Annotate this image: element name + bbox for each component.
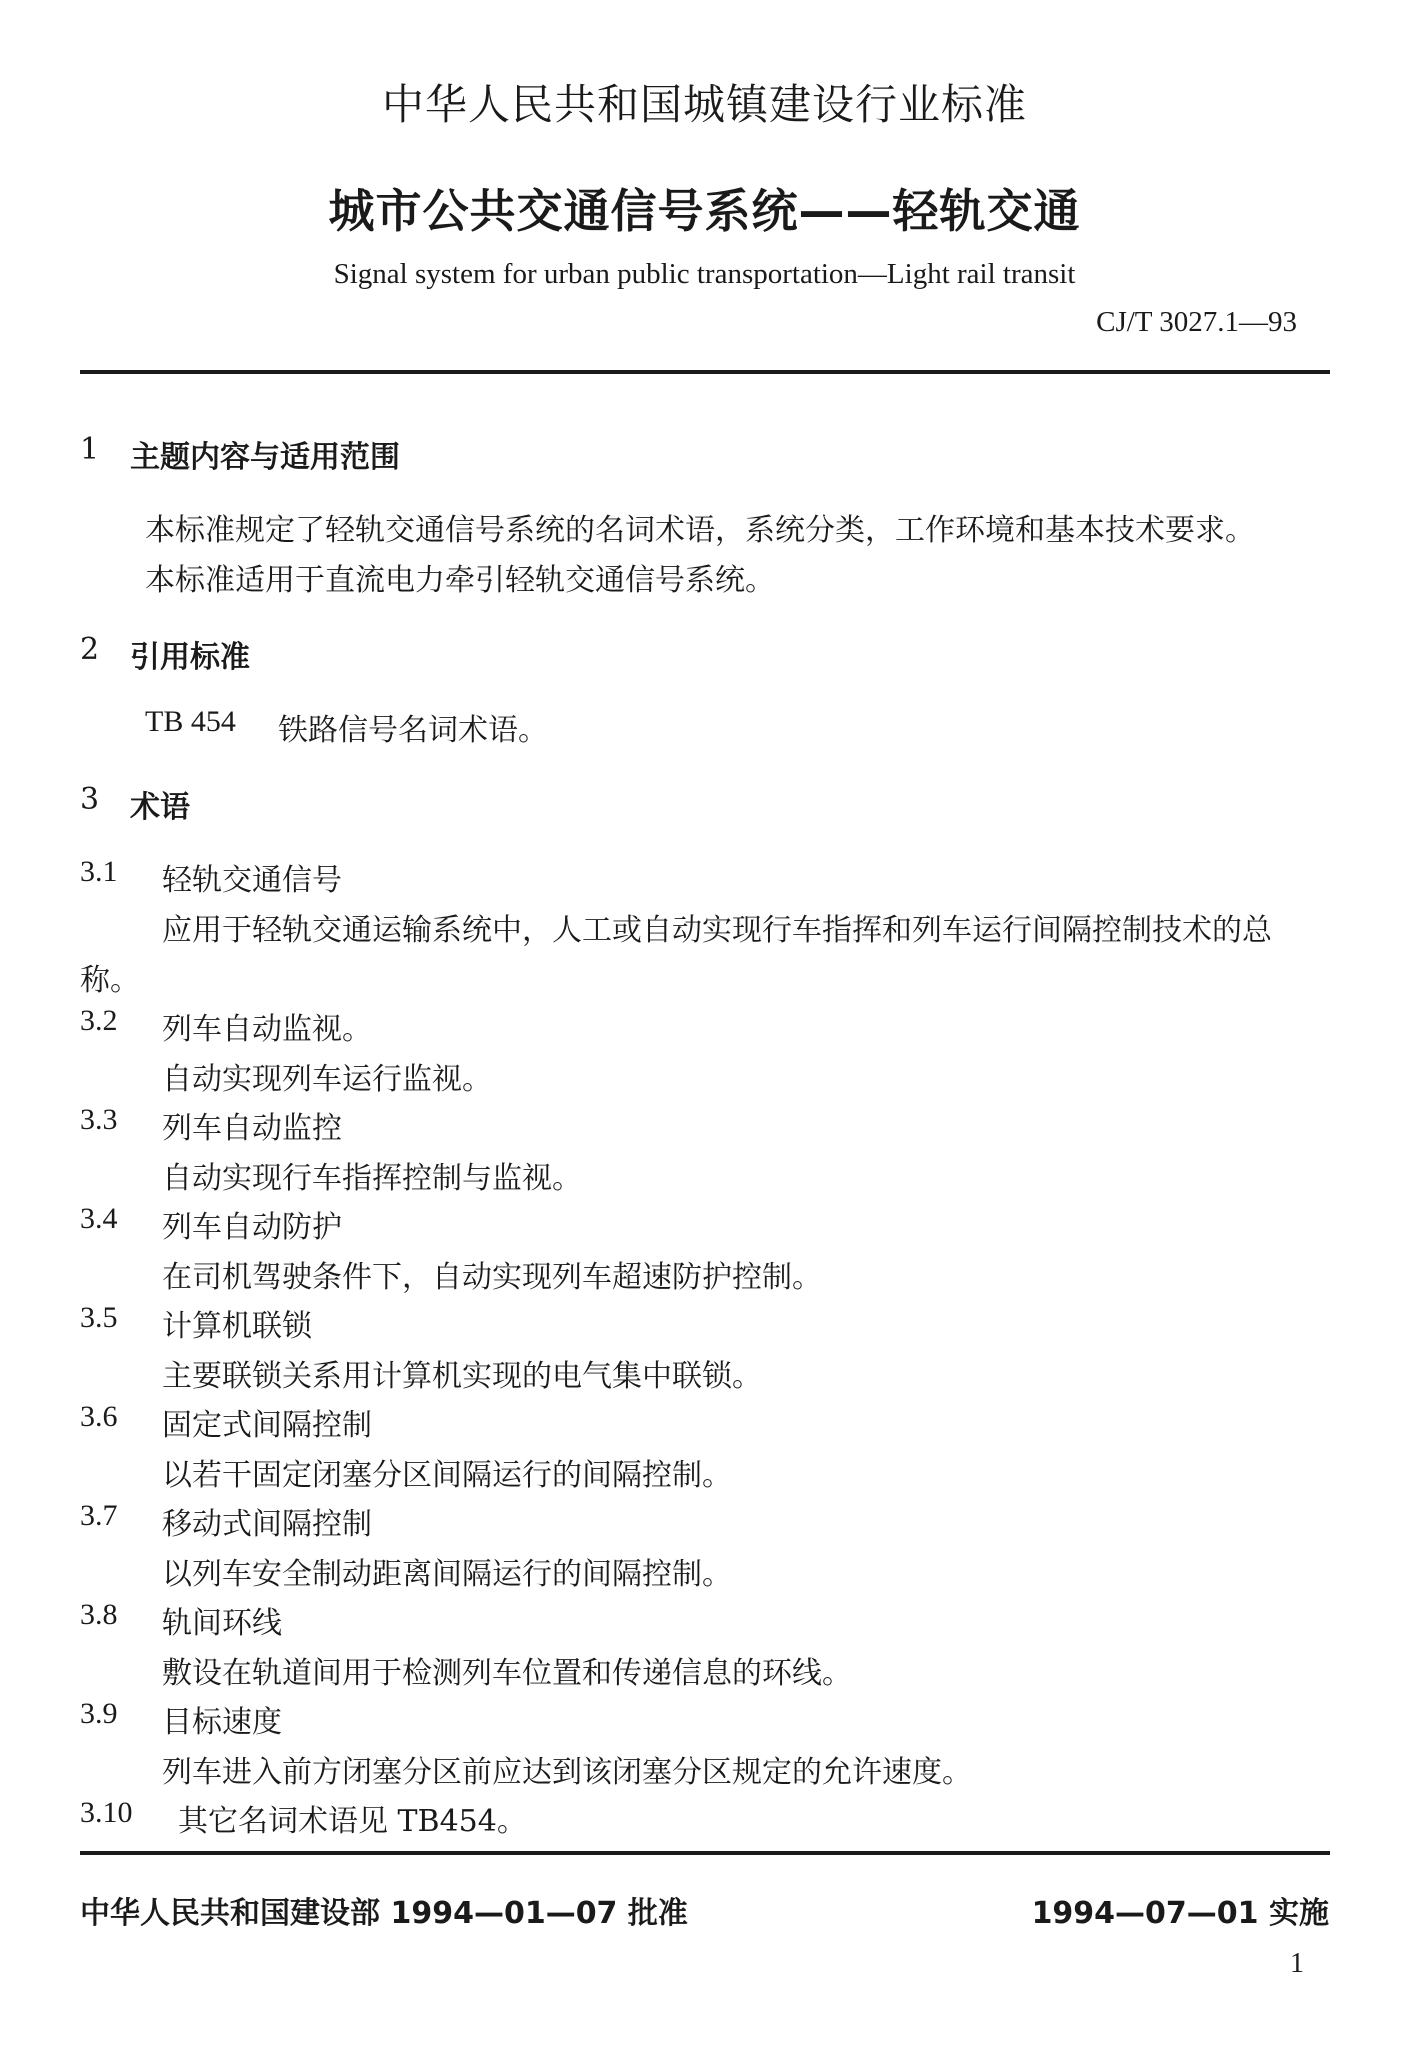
term-name: 列车自动监视。 [162, 1012, 372, 1047]
header-divider [80, 370, 1330, 374]
standard-code: CJ/T 3027.1—93 [1096, 306, 1297, 338]
term-definition: 以列车安全制动距离间隔运行的间隔控制。 [162, 1557, 732, 1592]
reference-text: 铁路信号名词术语。 [278, 713, 548, 748]
term-name: 固定式间隔控制 [162, 1408, 372, 1443]
section-3-number: 3 [80, 782, 100, 817]
approval-note: 中华人民共和国建设部 1994—01—07 批准 [80, 1896, 688, 1931]
term-definition: 应用于轻轨交通运输系统中，人工或自动实现行车指挥和列车运行间隔控制技术的总 [162, 913, 1272, 948]
implementation-note: 1994—07—01 实施 [1031, 1896, 1329, 1931]
term-number: 3.3 [80, 1103, 118, 1136]
term-definition-continued: 称。 [80, 963, 140, 998]
page-number: 1 [1290, 1948, 1304, 1979]
term-number: 3.4 [80, 1202, 118, 1235]
term-name: 列车自动监控 [162, 1111, 342, 1146]
section-1-paragraph-2: 本标准适用于直流电力牵引轻轨交通信号系统。 [145, 563, 775, 598]
term-number: 3.8 [80, 1598, 118, 1631]
term-definition: 主要联锁关系用计算机实现的电气集中联锁。 [162, 1359, 762, 1394]
term-number: 3.7 [80, 1499, 118, 1532]
term-name: 目标速度 [162, 1705, 282, 1740]
english-title: Signal system for urban public transportation—Light rail transit [333, 258, 1076, 290]
term-number: 3.6 [80, 1400, 118, 1433]
reference-code: TB 454 [145, 705, 236, 738]
term-number: 3.5 [80, 1301, 118, 1334]
term-definition: 列车进入前方闭塞分区前应达到该闭塞分区规定的允许速度。 [162, 1755, 972, 1790]
section-1-title: 主题内容与适用范围 [130, 440, 400, 475]
term-number: 3.9 [80, 1697, 118, 1730]
section-2-number: 2 [80, 632, 100, 667]
term-definition: 在司机驾驶条件下，自动实现列车超速防护控制。 [162, 1260, 822, 1295]
term-definition: 敷设在轨道间用于检测列车位置和传递信息的环线。 [162, 1656, 852, 1691]
section-2-title: 引用标准 [130, 640, 250, 675]
section-1-paragraph-1: 本标准规定了轻轨交通信号系统的名词术语，系统分类，工作环境和基本技术要求。 [145, 513, 1255, 548]
term-name: 其它名词术语见 TB454。 [178, 1804, 527, 1839]
term-name: 轻轨交通信号 [162, 863, 342, 898]
section-3-title: 术语 [130, 790, 190, 825]
term-definition: 自动实现列车运行监视。 [162, 1062, 492, 1097]
term-number: 3.1 [80, 855, 118, 888]
term-definition: 以若干固定闭塞分区间隔运行的间隔控制。 [162, 1458, 732, 1493]
term-number: 3.10 [80, 1796, 133, 1829]
term-name: 列车自动防护 [162, 1210, 342, 1245]
term-name: 计算机联锁 [162, 1309, 312, 1344]
term-definition: 自动实现行车指挥控制与监视。 [162, 1161, 582, 1196]
term-name: 移动式间隔控制 [162, 1507, 372, 1542]
section-1-number: 1 [80, 432, 100, 467]
document-title: 城市公共交通信号系统——轻轨交通 [328, 184, 1081, 238]
footer-divider [80, 1851, 1330, 1855]
standard-category: 中华人民共和国城镇建设行业标准 [381, 80, 1027, 129]
term-name: 轨间环线 [162, 1606, 282, 1641]
term-number: 3.2 [80, 1004, 118, 1037]
